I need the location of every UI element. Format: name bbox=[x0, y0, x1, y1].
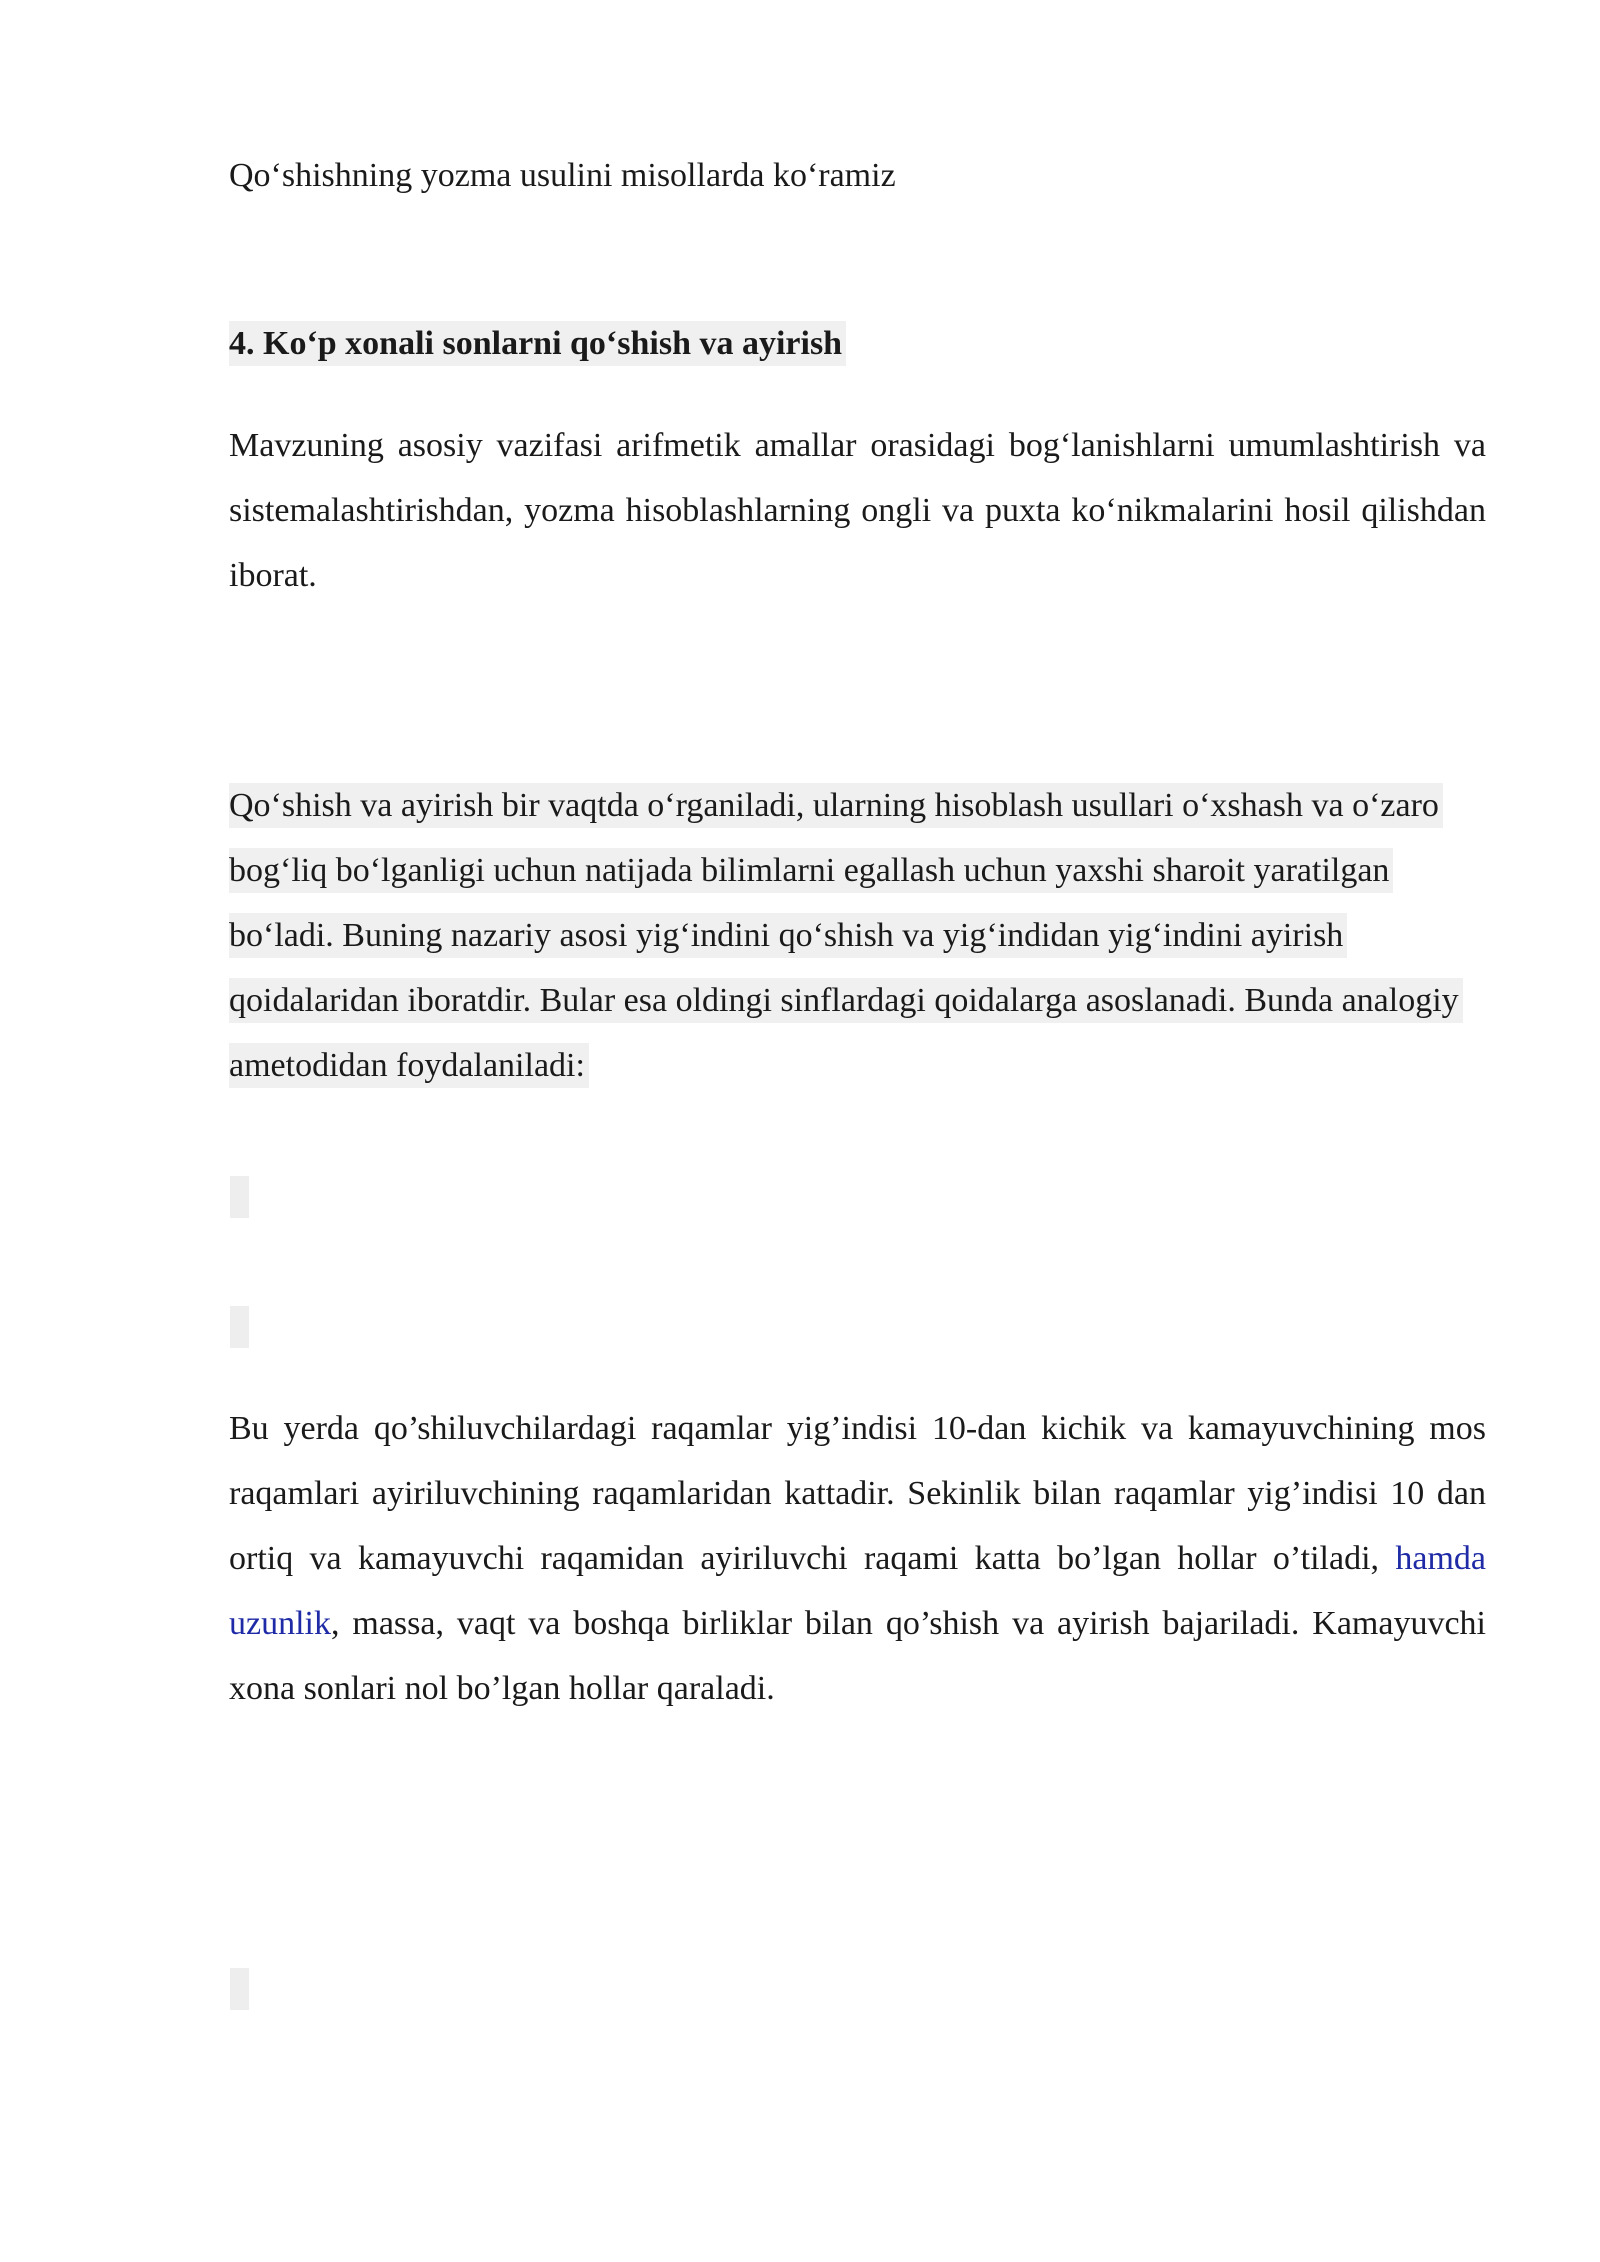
paragraph-digit-sums-start: Bu yerda qo’shiluvchilardagi raqamlar yig’indisi 10-dan kichik va kamayuvchining mos raqamlari ayiriluvchining raqamlaridan kattadir. Sekinlik bilan raqamlar yig’indisi 10 dan ortiq va kamayuvchi raqamidan ayiriluvchi raqami katta bo’lgan hollar o’tiladi, bbox=[229, 1410, 1486, 1577]
hamda-uzunlik-link[interactable]: hamda uzunlik bbox=[229, 1540, 1486, 1642]
paragraph-digit-sums bbox=[229, 1396, 1486, 1721]
empty-paragraph-marker bbox=[230, 1176, 249, 1218]
section-heading-text: 4. Ko‘p xonali sonlarni qo‘shish va ayirish bbox=[229, 321, 846, 366]
empty-paragraph-marker bbox=[230, 1306, 249, 1348]
paragraph-addition-subtraction-text: Qo‘shish va ayirish bir vaqtda o‘rganiladi, ularning hisoblash usullari o‘xshash va o‘zaro bog‘liq bo‘lganligi uchun natijada bilimlarni egallash uchun yaxshi sharoit yaratilgan bo‘ladi. Buning nazariy asosi yig‘indini qo‘shish va yig‘indidan yig‘indini ayirish qoidalaridan iboratdir. Bular esa oldingi sinflardagi qoidalarga asoslanadi. Bunda analogiy ametodidan foydalaniladi: bbox=[229, 783, 1463, 1088]
empty-paragraph-marker bbox=[230, 1968, 249, 2010]
paragraph-addition-subtraction bbox=[229, 773, 1486, 1098]
paragraph-task: Mavzuning asosiy vazifasi arifmetik amallar orasidagi bog‘lanishlarni umumlashtirish va sistemalashtirishdan, yozma hisoblashlarning ongli va puxta ko‘nikmalarini hosil qilishdan iborat. bbox=[229, 427, 1486, 594]
section-heading bbox=[229, 311, 1486, 376]
intro-line-text: Qo‘shishning yozma usulini misollarda ko‘ramiz bbox=[229, 157, 896, 194]
intro-line bbox=[229, 143, 1486, 208]
paragraph-digit-sums-end: , massa, vaqt va boshqa birliklar bilan qo’shish va ayirish bajariladi. Kamayuvchi xona sonlari nol bo’lgan hollar qaraladi. bbox=[229, 1605, 1486, 1707]
